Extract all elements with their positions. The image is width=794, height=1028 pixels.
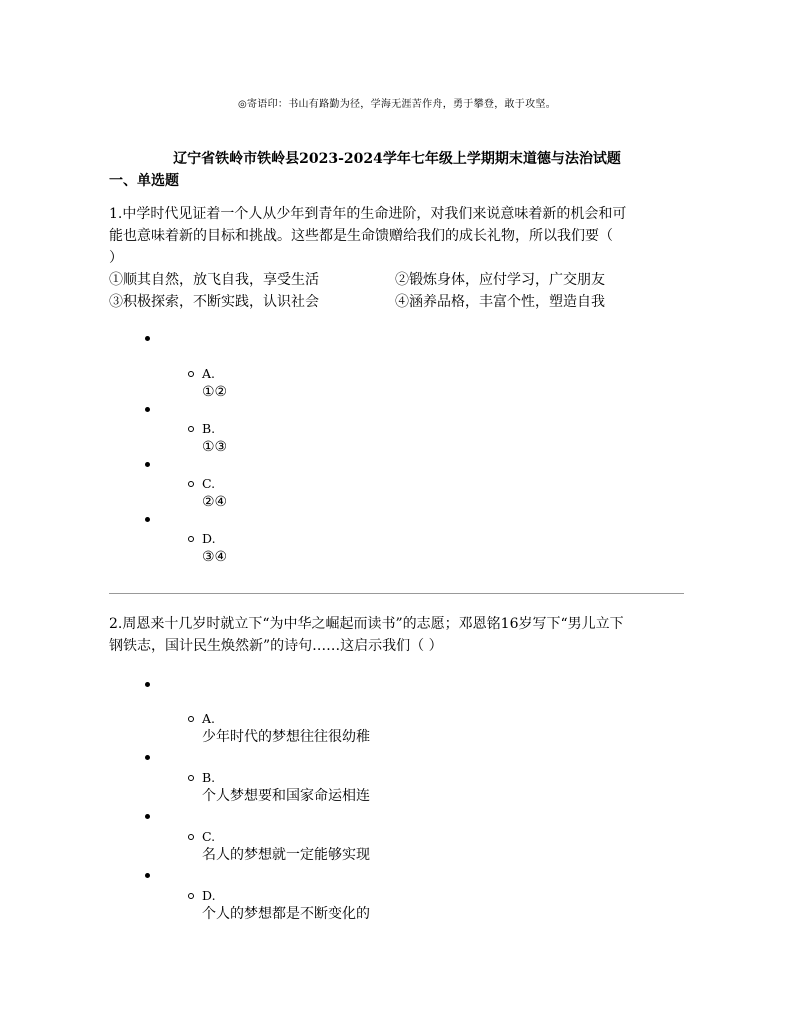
question-2-line2: 钢铁志，国计民生焕然新”的诗句……这启示我们（ ） <box>109 638 443 654</box>
choice-letter: B. <box>202 421 216 436</box>
choice-text: ③④ <box>202 549 228 565</box>
choice-text: 个人梦想要和国家命运相连 <box>202 788 370 804</box>
circle-bullet-icon <box>188 371 194 377</box>
circle-bullet-icon <box>188 834 194 840</box>
question-1-choice-a[interactable] <box>188 365 227 402</box>
choice-letter: C. <box>202 829 216 844</box>
question-1-choice-d[interactable] <box>188 530 227 567</box>
horizontal-divider <box>109 593 684 594</box>
statement-2: ②锻炼身体，应付学习，广交朋友 <box>395 272 605 288</box>
question-1-stem <box>109 203 689 269</box>
choice-letter: B. <box>202 770 216 785</box>
circle-bullet-icon <box>188 716 194 722</box>
statement-1: ①顺其自然，放飞自我，享受生活 <box>109 272 319 288</box>
list-bullet <box>145 462 150 467</box>
question-2-line1: 2.周恩来十几岁时就立下“为中华之崛起而读书”的志愿；邓恩铭16岁写下“男儿立下 <box>109 616 624 632</box>
question-1-statements <box>109 269 689 313</box>
choice-text: 个人的梦想都是不断变化的 <box>202 906 370 922</box>
question-1-line3: ） <box>109 250 123 266</box>
statement-3: ③积极探索，不断实践，认识社会 <box>109 294 319 310</box>
choice-text: 少年时代的梦想往往很幼稚 <box>202 729 370 745</box>
question-2-choice-b[interactable] <box>188 769 370 806</box>
question-1-choice-b[interactable] <box>188 420 227 457</box>
circle-bullet-icon <box>188 893 194 899</box>
question-2-choice-c[interactable] <box>188 828 370 865</box>
question-1-line1: 1.中学时代见证着一个人从少年到青年的生命进阶，对我们来说意味着新的机会和可 <box>109 206 627 222</box>
section-heading: 一、单选题 <box>109 173 179 189</box>
question-2-stem <box>109 613 689 657</box>
choice-letter: C. <box>202 476 216 491</box>
circle-bullet-icon <box>188 481 194 487</box>
question-2-choice-d[interactable] <box>188 887 370 924</box>
question-2-choice-a[interactable] <box>188 710 370 747</box>
choice-letter: D. <box>202 888 216 903</box>
list-bullet <box>145 336 150 341</box>
list-bullet <box>145 873 150 878</box>
circle-bullet-icon <box>188 426 194 432</box>
choice-text: ①② <box>202 384 228 400</box>
document-title: 辽宁省铁岭市铁岭县2023-2024学年七年级上学期期末道德与法治试题 <box>173 151 621 167</box>
statement-4: ④涵养品格，丰富个性，塑造自我 <box>395 294 605 310</box>
choice-letter: A. <box>202 711 216 726</box>
list-bullet <box>145 517 150 522</box>
choice-letter: A. <box>202 366 216 381</box>
question-1-line2: 能也意味着新的目标和挑战。这些都是生命馈赠给我们的成长礼物，所以我们要（ <box>109 228 613 244</box>
circle-bullet-icon <box>188 536 194 542</box>
list-bullet <box>145 407 150 412</box>
choice-text: ②④ <box>202 494 228 510</box>
list-bullet <box>145 682 150 687</box>
list-bullet <box>145 814 150 819</box>
choice-text: ①③ <box>202 439 228 455</box>
question-1-choice-c[interactable] <box>188 475 227 512</box>
list-bullet <box>145 755 150 760</box>
motto-line: ◎寄语印：书山有路勤为径，学海无涯苦作舟，勇于攀登，敢于攻坚。 <box>237 99 557 110</box>
choice-letter: D. <box>202 531 216 546</box>
circle-bullet-icon <box>188 775 194 781</box>
choice-text: 名人的梦想就一定能够实现 <box>202 847 370 863</box>
